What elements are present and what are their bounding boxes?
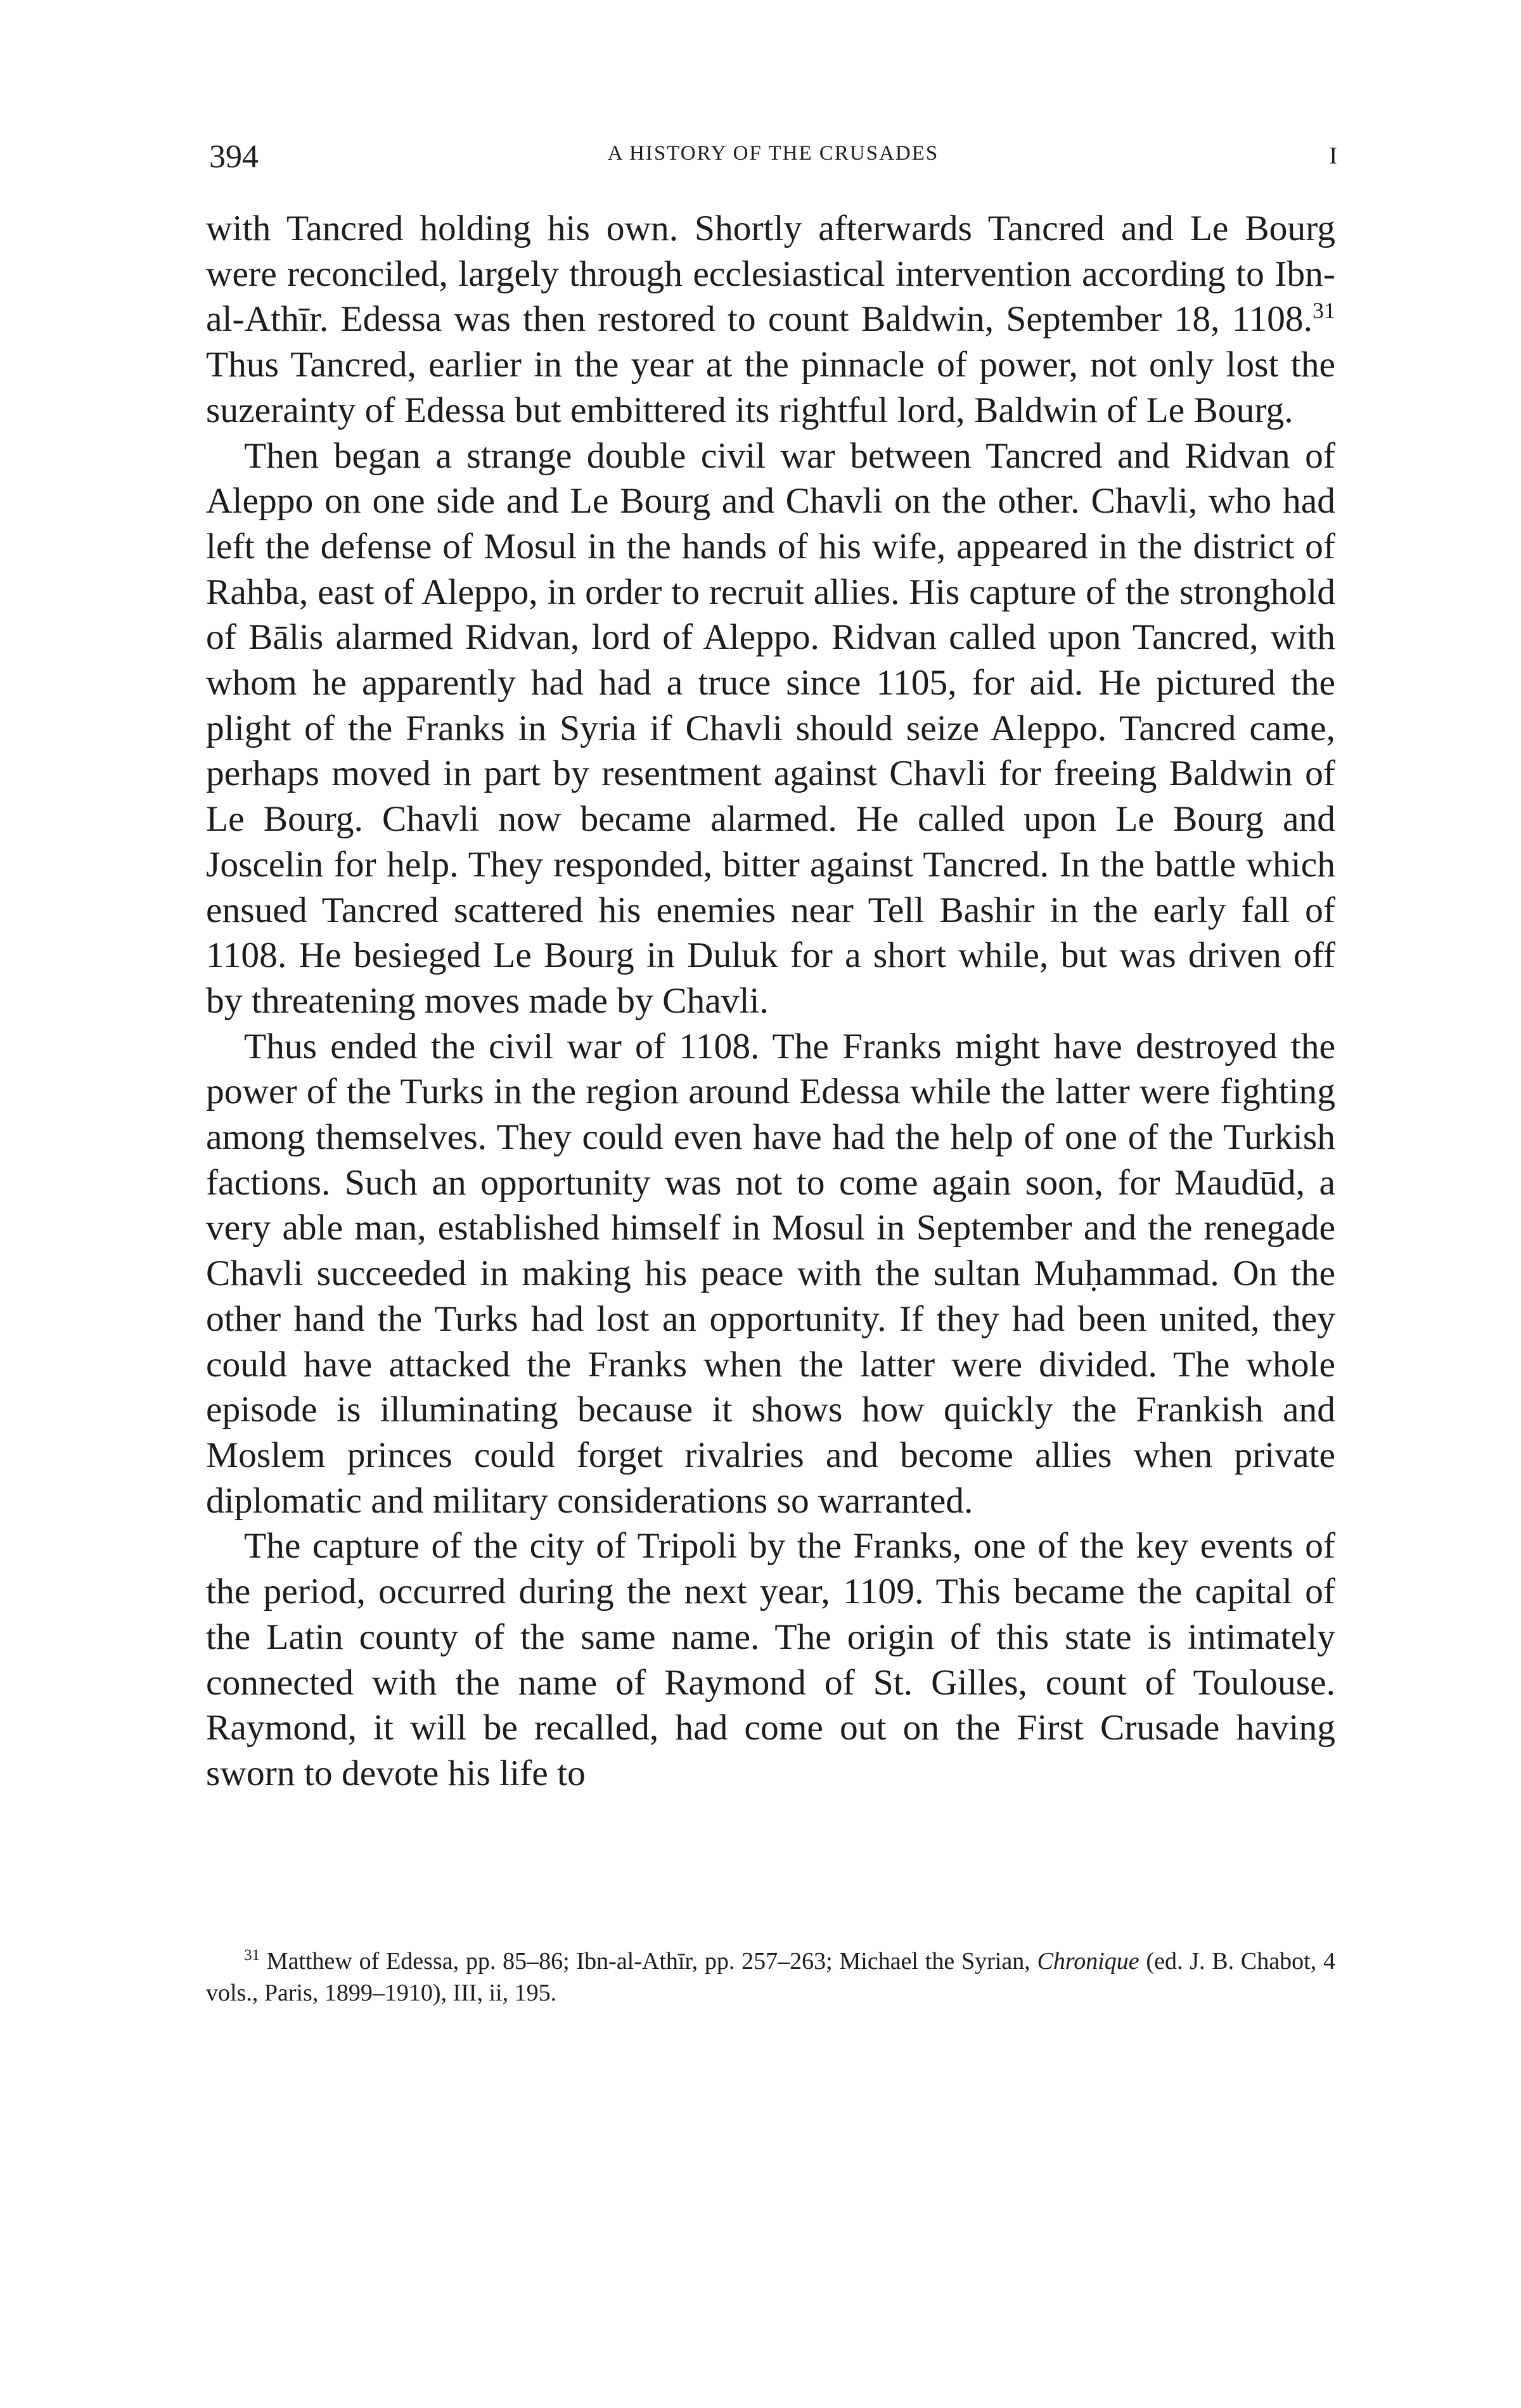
page-number: 394 [209,139,259,175]
paragraph-2: Then began a strange double civil war between Tancred and Ridvan of Aleppo on one side and Le Bourg and Chavli on the other. Chavli, who had left the defense of Mosul in the hands of his wife, appeared in the district of Rahba, east of Aleppo, in order to recruit allies. His capture of the stronghold of Bālis alarmed Ridvan, lord of Aleppo. Ridvan called upon Tancred, with whom he apparently had had a truce since 1105, for aid. He pictured the plight of the Franks in Syria if Chavli should seize Aleppo. Tancred came, perhaps moved in part by resentment against Chavli for freeing Baldwin of Le Bourg. Chavli now became alarmed. He called upon Le Bourg and Joscelin for help. They responded, bitter against Tancred. In the battle which ensued Tancred scattered his enemies near Tell Bashir in the early fall of 1108. He besieged Le Bourg in Duluk for a short while, but was driven off by threatening moves made by Chavli. [206,435,1335,1021]
footnote-italic-title: Chronique [1037,1948,1139,1975]
footnote-reference[interactable]: 31 [1312,298,1335,324]
paragraph-1 [206,206,1335,433]
footnote-text-continued: (ed. J. B. Chabot, 4 vols., Paris, 1899–1910), III, ii, 195. [206,1948,1335,2006]
chapter-number: I [1329,143,1337,169]
paragraph-3: Thus ended the civil war of 1108. The Franks might have destroyed the power of the Turks in the region around Edessa while the latter were fighting among themselves. They could even have had the help of one of the Turkish factions. Such an opportunity was not to come again soon, for Maudūd, a very able man, established himself in Mosul in September and the renegade Chavli succeeded in making his peace with the sultan Muḥammad. On the other hand the Turks had lost an opportunity. If they had been united, they could have attacked the Franks when the latter were divided. The whole episode is illuminating because it shows how quickly the Frankish and Moslem princes could forget rivalries and become allies when private diplomatic and military considerations so warranted. [206,1026,1335,1521]
running-title: A HISTORY OF THE CRUSADES [607,142,939,165]
running-head [209,138,1337,183]
paragraph-4: The capture of the city of Tripoli by the Franks, one of the key events of the period, occurred during the next year, 1109. This became the capital of the Latin county of the same name. The origin of this state is intimately connected with the name of Raymond of St. Gilles, count of Toulouse. Raymond, it will be recalled, had come out on the First Crusade having sworn to devote his life to [206,1526,1335,1793]
paragraph-text-continued: Thus Tancred, earlier in the year at the pinnacle of power, not only lost the suzerainty of Edessa but embittered its rightful lord, Baldwin of Le Bourg. [206,345,1335,430]
footnote-mark: 31 [244,1947,260,1964]
footnotes [206,1945,1335,2009]
footnote-31 [206,1945,1335,2009]
paragraph-text: with Tancred holding his own. Shortly afterwards Tancred and Le Bourg were reconciled, largely through ecclesiastical intervention according to Ibn-al-Athīr. Edessa was then restored to count Baldwin, September 18, 1108. [206,208,1335,340]
footnote-text: Matthew of Edessa, pp. 85–86; Ibn-al-Athīr, pp. 257–263; Michael the Syrian, [260,1948,1037,1975]
main-text [206,206,1335,1796]
